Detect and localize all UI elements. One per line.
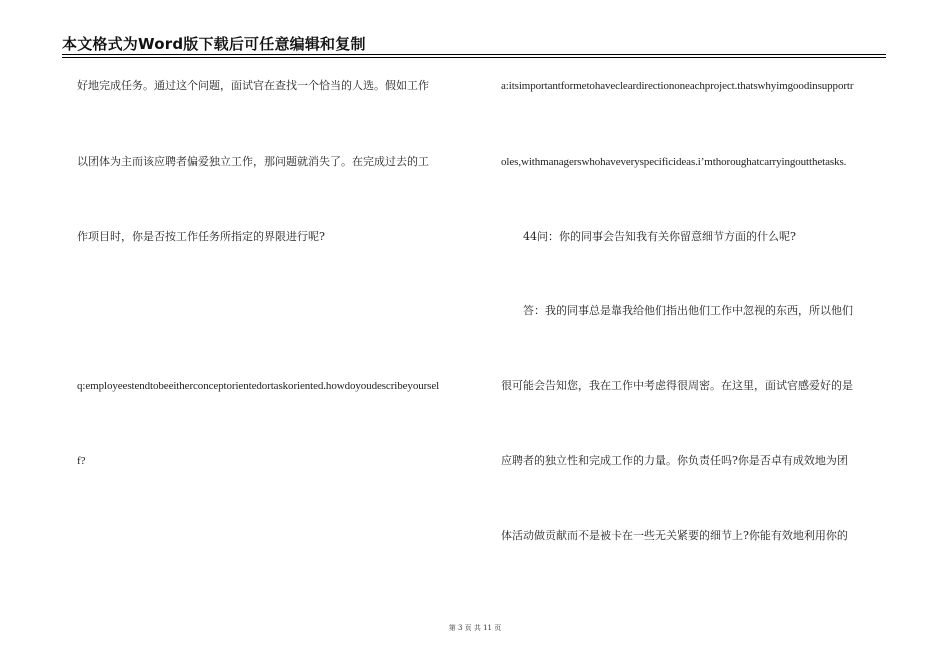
right-line-1: a:itsimportantformetohavecleardirectiononeachproject.thatswhyimgoodinsupportr (501, 80, 854, 92)
right-line-3: 44问：你的同事会告知我有关你留意细节方面的什么呢? (523, 230, 796, 243)
header-rule-bottom (62, 57, 886, 58)
right-line-7: 体活动做贡献而不是被卡在一些无关紧要的细节上?你能有效地利用你的 (501, 529, 848, 542)
left-line-3: 作项目时，你是否按工作任务所指定的界限进行呢? (77, 230, 325, 243)
left-line-5: f? (77, 455, 86, 467)
left-line-1: 好地完成任务。通过这个问题，面试官在查找一个恰当的人选。假如工作 (77, 79, 429, 92)
left-line-2: 以团体为主而该应聘者偏爱独立工作，那问题就消失了。在完成过去的工 (77, 155, 429, 168)
page-header-title: 本文格式为Word版下载后可任意编辑和复制 (62, 35, 366, 53)
header-rule-top (62, 54, 886, 55)
right-line-4: 答：我的同事总是靠我给他们指出他们工作中忽视的东西，所以他们 (523, 304, 853, 317)
right-line-5: 很可能会告知您，我在工作中考虑得很周密。在这里，面试官感爱好的是 (501, 379, 853, 392)
right-line-6: 应聘者的独立性和完成工作的力量。你负责任吗?你是否卓有成效地为团 (501, 454, 848, 467)
right-line-2: oles,withmanagerswhohaveveryspecificideas.i’mthoroughatcarryingoutthetasks. (501, 156, 847, 168)
left-line-4: q:employeestendtobeeitherconceptorientedortaskoriented.howdoyoudescribeyoursel (77, 380, 440, 392)
page-footer: 第 3 页 共 11 页 (448, 624, 502, 632)
